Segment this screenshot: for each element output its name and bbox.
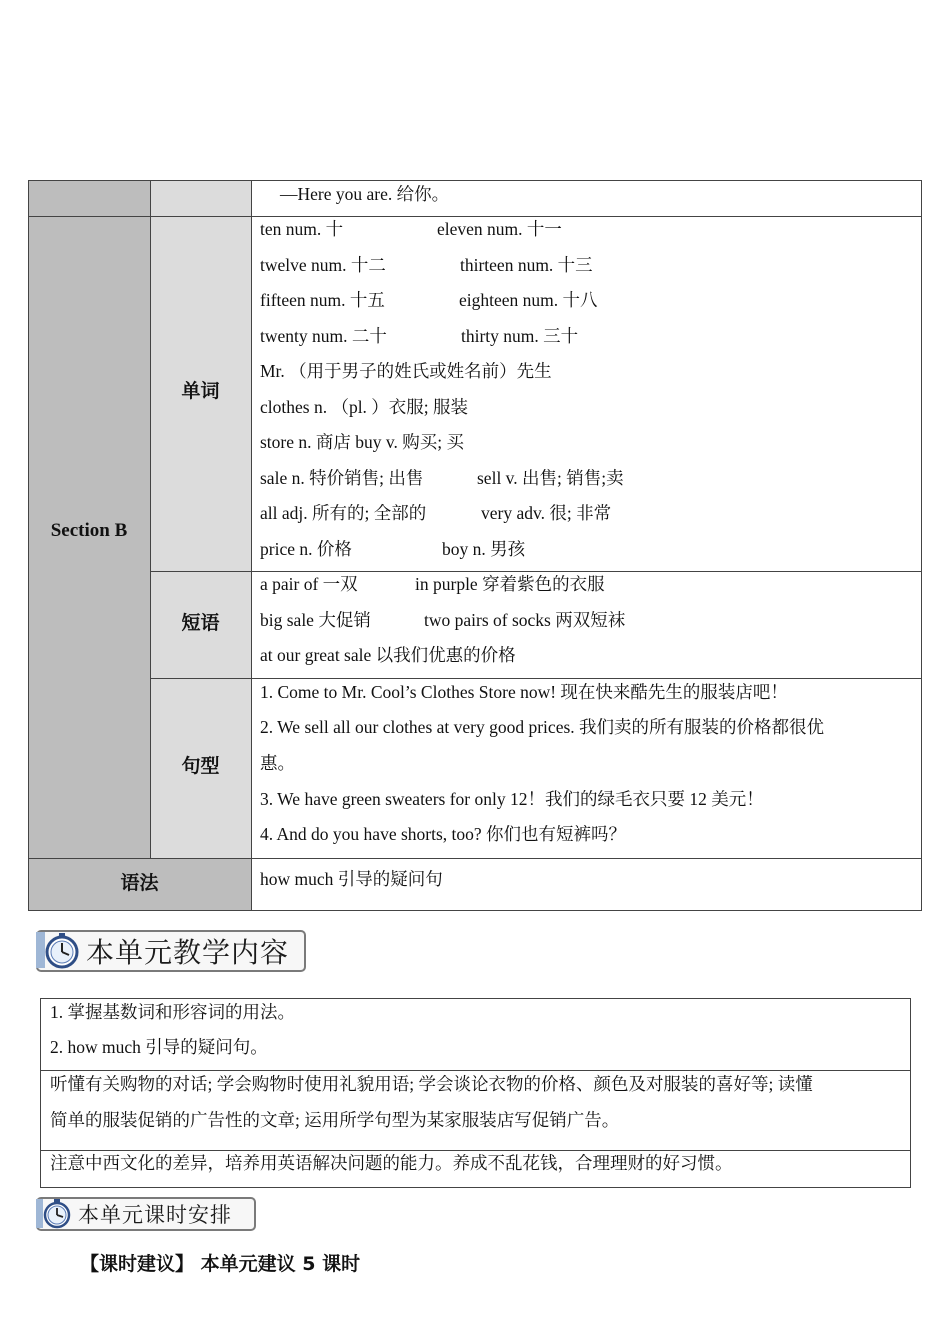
- vocab-category-label: 单词: [181, 380, 220, 402]
- lesson-schedule-banner: [36, 1197, 256, 1231]
- vocab-item: eighteen num. 十八: [459, 290, 598, 310]
- vocab-item: fifteen num. 十五: [260, 290, 385, 310]
- vocab-item: store n. 商店 buy v. 购买; 买: [260, 432, 464, 452]
- vocab-item: boy n. 男孩: [442, 539, 526, 559]
- vocab-item: twenty num. 二十: [260, 326, 387, 346]
- grammar-text: how much 引导的疑问句: [260, 869, 443, 889]
- phrase-item: a pair of 一双: [260, 574, 358, 594]
- clock-icon: [34, 930, 84, 972]
- content-line: 注意中西文化的差异，培养用英语解决问题的能力。养成不乱花钱，合理理财的好习惯。: [50, 1153, 733, 1173]
- content-line: 2. how much 引导的疑问句。: [50, 1037, 268, 1057]
- phrase-item: big sale 大促销: [260, 610, 371, 630]
- sentence-item: 惠。: [260, 753, 295, 773]
- sentence-category-label: 句型: [181, 755, 220, 777]
- banner-title: 本单元教学内容: [86, 936, 290, 969]
- banner-title: 本单元课时安排: [78, 1203, 232, 1227]
- teaching-content-banner: [36, 930, 306, 972]
- sentence-item: 1. Come to Mr. Cool’s Clothes Store now! 现在快来酷先生的服装店吧！: [260, 682, 788, 702]
- sentence-item: 4. And do you have shorts, too? 你们也有短裤吗？: [260, 824, 627, 844]
- vocab-item: eleven num. 十一: [437, 219, 562, 239]
- vocab-item: thirty num. 三十: [461, 326, 579, 346]
- vocab-item: price n. 价格: [260, 539, 352, 559]
- content-line: 听懂有关购物的对话; 学会购物时使用礼貌用语; 学会谈论衣物的价格、颜色及对服装的喜好等; 读懂: [50, 1074, 813, 1094]
- vocab-item: thirteen num. 十三: [460, 255, 593, 275]
- sentence-item: 2. We sell all our clothes at very good prices. 我们卖的所有服装的价格都很优: [260, 717, 825, 737]
- clock-icon: [34, 1197, 76, 1231]
- vocab-item: clothes n. （pl. ）衣服; 服装: [260, 397, 469, 417]
- sentence-item: 3. We have green sweaters for only 12！我们的绿毛衣只要 12 美元！: [260, 789, 764, 809]
- phrase-item: in purple 穿着紫色的衣服: [415, 574, 605, 594]
- grammar-category-label: 语法: [120, 872, 159, 894]
- section-column-bg: [28, 180, 150, 911]
- content-line: 简单的服装促销的广告性的文章; 运用所学句型为某家服装店写促销广告。: [50, 1110, 620, 1130]
- content-line: 1. 掌握基数词和形容词的用法。: [50, 1002, 295, 1022]
- phrase-item: two pairs of socks 两双短袜: [424, 610, 626, 630]
- section-label: Section B: [50, 520, 128, 541]
- vocab-item: ten num. 十: [260, 219, 344, 239]
- vocab-item: twelve num. 十二: [260, 255, 386, 275]
- phrase-category-label: 短语: [181, 612, 220, 634]
- vocab-item: sale n. 特价销售; 出售: [260, 468, 424, 488]
- lesson-suggestion: 【课时建议】 本单元建议 5 课时: [80, 1253, 361, 1275]
- phrase-item: at our great sale 以我们优惠的价格: [260, 645, 516, 665]
- here-you-are-line: —Here you are. 给你。: [280, 184, 450, 204]
- vocab-item: sell v. 出售; 销售;卖: [477, 468, 624, 488]
- vocab-item: all adj. 所有的; 全部的: [260, 503, 427, 523]
- vocab-item: very adv. 很; 非常: [481, 503, 612, 523]
- vocab-item: Mr. （用于男子的姓氏或姓名前）先生: [260, 361, 552, 381]
